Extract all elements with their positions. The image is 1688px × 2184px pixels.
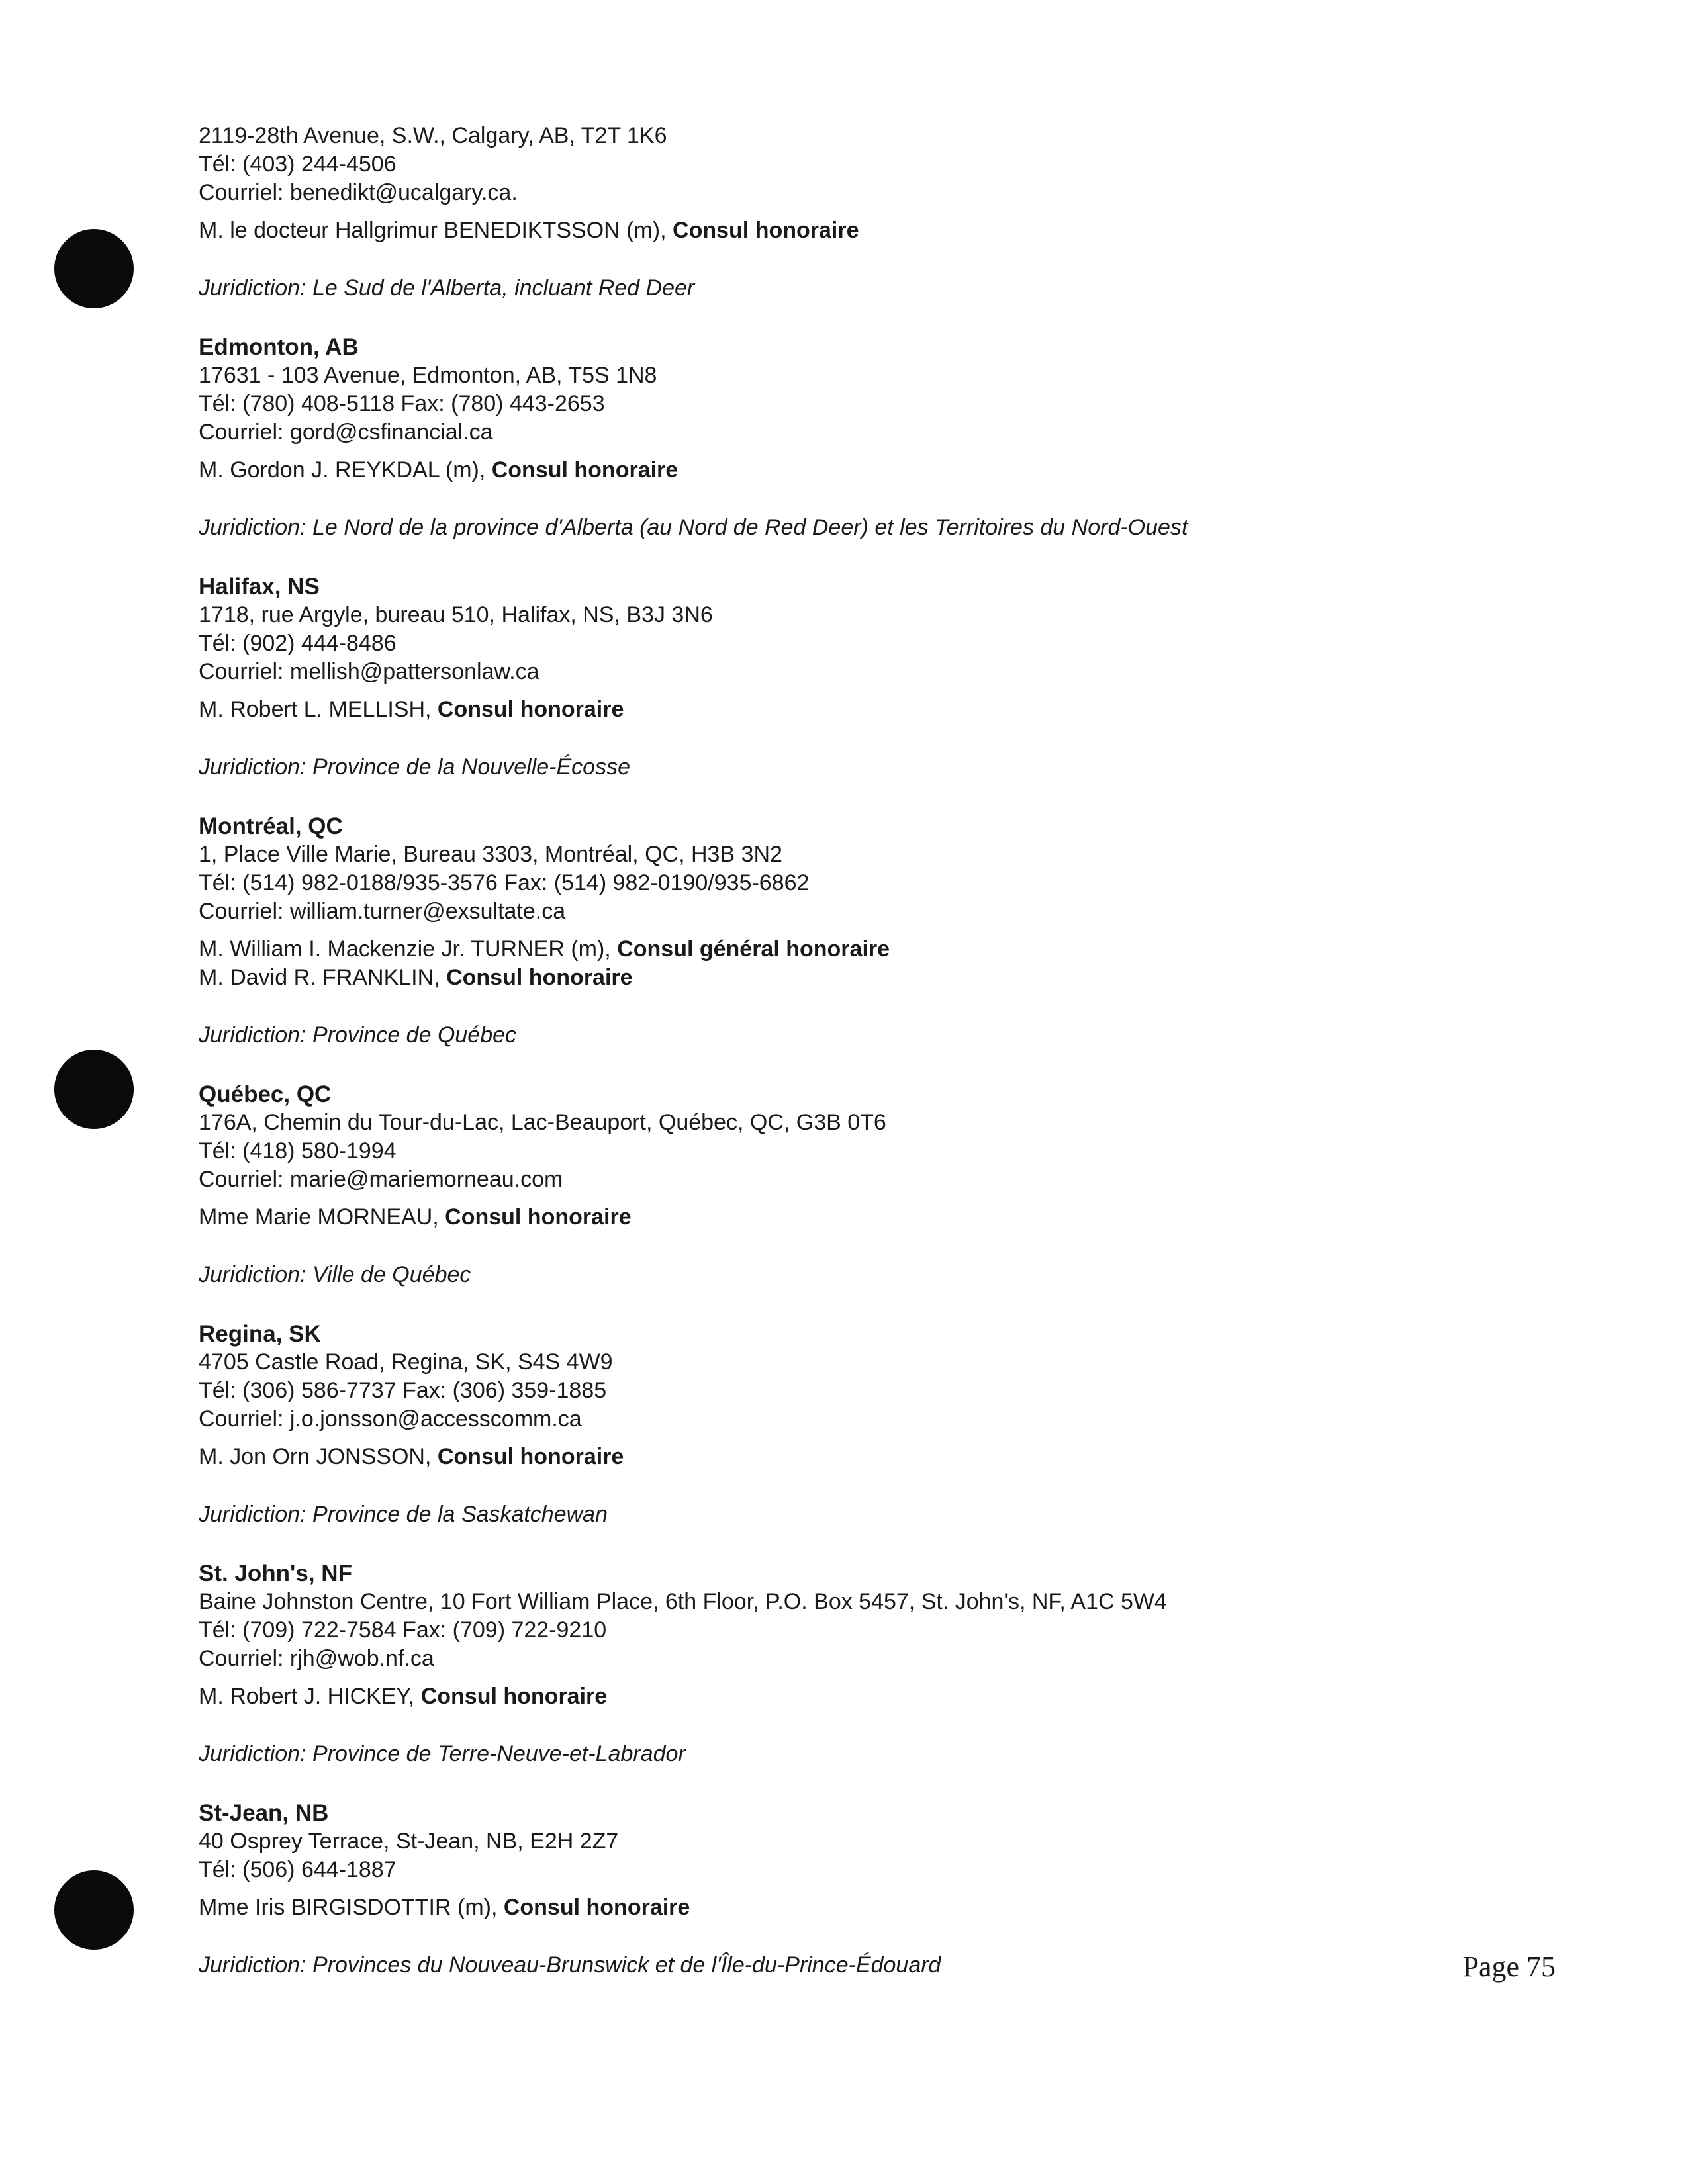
consul-title: Consul honoraire <box>420 1684 608 1709</box>
phone-line: Tél: (514) 982-0188/935-3576 Fax: (514) 982-0190/935-6862 <box>199 870 810 895</box>
address-line: 1718, rue Argyle, bureau 510, Halifax, NS, B3J 3N6 <box>199 602 713 627</box>
consulate-entry <box>199 1320 1456 1529</box>
jurisdiction-note: Juridiction: Le Sud de l'Alberta, incluant Red Deer <box>199 275 695 300</box>
consul-person <box>199 935 1456 964</box>
consulate-entry <box>199 572 1456 782</box>
phone-line: Tél: (709) 722-7584 Fax: (709) 722-9210 <box>199 1617 607 1643</box>
city-heading: Québec, QC <box>199 1081 332 1107</box>
email-line: Courriel: william.turner@exsultate.ca <box>199 899 566 924</box>
consul-name: Mme Iris BIRGISDOTTIR (m), <box>199 1895 504 1920</box>
email-line: Courriel: mellish@pattersonlaw.ca <box>199 659 539 684</box>
consulate-entry <box>199 1559 1456 1768</box>
email-line: Courriel: gord@csfinancial.ca <box>199 420 493 445</box>
phone-line: Tél: (902) 444-8486 <box>199 631 397 656</box>
consul-title: Consul honoraire <box>445 1205 632 1230</box>
consul-person <box>199 1443 1456 1471</box>
consul-name: M. Gordon J. REYKDAL (m), <box>199 457 492 482</box>
consul-person <box>199 964 1456 992</box>
address-line: 176A, Chemin du Tour-du-Lac, Lac-Beauport, Québec, QC, G3B 0T6 <box>199 1110 886 1135</box>
consul-title: Consul général honoraire <box>617 936 890 962</box>
consul-name: M. le docteur Hallgrimur BENEDIKTSSON (m), <box>199 218 673 243</box>
address-line: 40 Osprey Terrace, St-Jean, NB, E2H 2Z7 <box>199 1829 619 1854</box>
consul-name: M. Jon Orn JONSSON, <box>199 1444 438 1469</box>
address-line: Baine Johnston Centre, 10 Fort William Place, 6th Floor, P.O. Box 5457, St. John's, NF, A1C 5W4 <box>199 1589 1167 1614</box>
phone-line: Tél: (506) 644-1887 <box>199 1857 397 1882</box>
phone-line: Tél: (403) 244-4506 <box>199 152 397 177</box>
consulate-entry <box>199 1080 1456 1289</box>
email-line: Courriel: j.o.jonsson@accesscomm.ca <box>199 1406 582 1432</box>
jurisdiction-note: Juridiction: Province de la Saskatchewan <box>199 1502 608 1527</box>
consulate-entry <box>199 1799 1456 1979</box>
consul-title: Consul honoraire <box>446 965 633 990</box>
city-heading: St-Jean, NB <box>199 1800 329 1826</box>
consul-name: M. Robert J. HICKEY, <box>199 1684 421 1709</box>
punch-hole <box>54 229 134 308</box>
email-line: Courriel: marie@mariemorneau.com <box>199 1167 563 1192</box>
jurisdiction-note: Juridiction: Province de la Nouvelle-Écosse <box>199 754 630 780</box>
consulate-entry <box>199 122 1456 302</box>
phone-line: Tél: (780) 408-5118 Fax: (780) 443-2653 <box>199 391 605 416</box>
consul-name: M. William I. Mackenzie Jr. TURNER (m), <box>199 936 618 962</box>
city-heading: Montréal, QC <box>199 813 343 839</box>
address-line: 1, Place Ville Marie, Bureau 3303, Montréal, QC, H3B 3N2 <box>199 842 782 867</box>
consul-title: Consul honoraire <box>503 1895 690 1920</box>
consul-name: Mme Marie MORNEAU, <box>199 1205 445 1230</box>
consul-title: Consul honoraire <box>673 218 859 243</box>
jurisdiction-note: Juridiction: Provinces du Nouveau-Brunswick et de l'Île-du-Prince-Édouard <box>199 1952 941 1978</box>
consul-name: M. Robert L. MELLISH, <box>199 697 438 722</box>
consul-person <box>199 1682 1456 1711</box>
consul-title: Consul honoraire <box>437 1444 624 1469</box>
consul-title: Consul honoraire <box>491 457 679 482</box>
email-line: Courriel: rjh@wob.nf.ca <box>199 1646 434 1671</box>
phone-line: Tél: (306) 586-7737 Fax: (306) 359-1885 <box>199 1378 607 1403</box>
address-line: 2119-28th Avenue, S.W., Calgary, AB, T2T 1K6 <box>199 123 667 148</box>
city-heading: Regina, SK <box>199 1321 321 1347</box>
consul-person <box>199 1893 1456 1922</box>
jurisdiction-note: Juridiction: Le Nord de la province d'Alberta (au Nord de Red Deer) et les Territoires du Nord-Ouest <box>199 515 1188 540</box>
page-number: Page 75 <box>1462 1950 1556 1983</box>
jurisdiction-note: Juridiction: Ville de Québec <box>199 1262 471 1287</box>
consul-person <box>199 696 1456 724</box>
consulate-entry <box>199 333 1456 542</box>
email-line: Courriel: benedikt@ucalgary.ca. <box>199 180 518 205</box>
consul-person <box>199 456 1456 484</box>
consul-title: Consul honoraire <box>437 697 624 722</box>
consul-name: M. David R. FRANKLIN, <box>199 965 447 990</box>
consul-person <box>199 216 1456 245</box>
punch-hole <box>54 1870 134 1950</box>
punch-hole <box>54 1050 134 1129</box>
consulate-listing <box>199 122 1456 1979</box>
address-line: 17631 - 103 Avenue, Edmonton, AB, T5S 1N8 <box>199 363 657 388</box>
consulate-entry <box>199 812 1456 1050</box>
jurisdiction-note: Juridiction: Province de Terre-Neuve-et-Labrador <box>199 1741 686 1766</box>
city-heading: St. John's, NF <box>199 1561 352 1586</box>
jurisdiction-note: Juridiction: Province de Québec <box>199 1023 517 1048</box>
city-heading: Halifax, NS <box>199 574 320 600</box>
address-line: 4705 Castle Road, Regina, SK, S4S 4W9 <box>199 1349 613 1375</box>
city-heading: Edmonton, AB <box>199 334 359 360</box>
phone-line: Tél: (418) 580-1994 <box>199 1138 397 1163</box>
consul-person <box>199 1203 1456 1232</box>
